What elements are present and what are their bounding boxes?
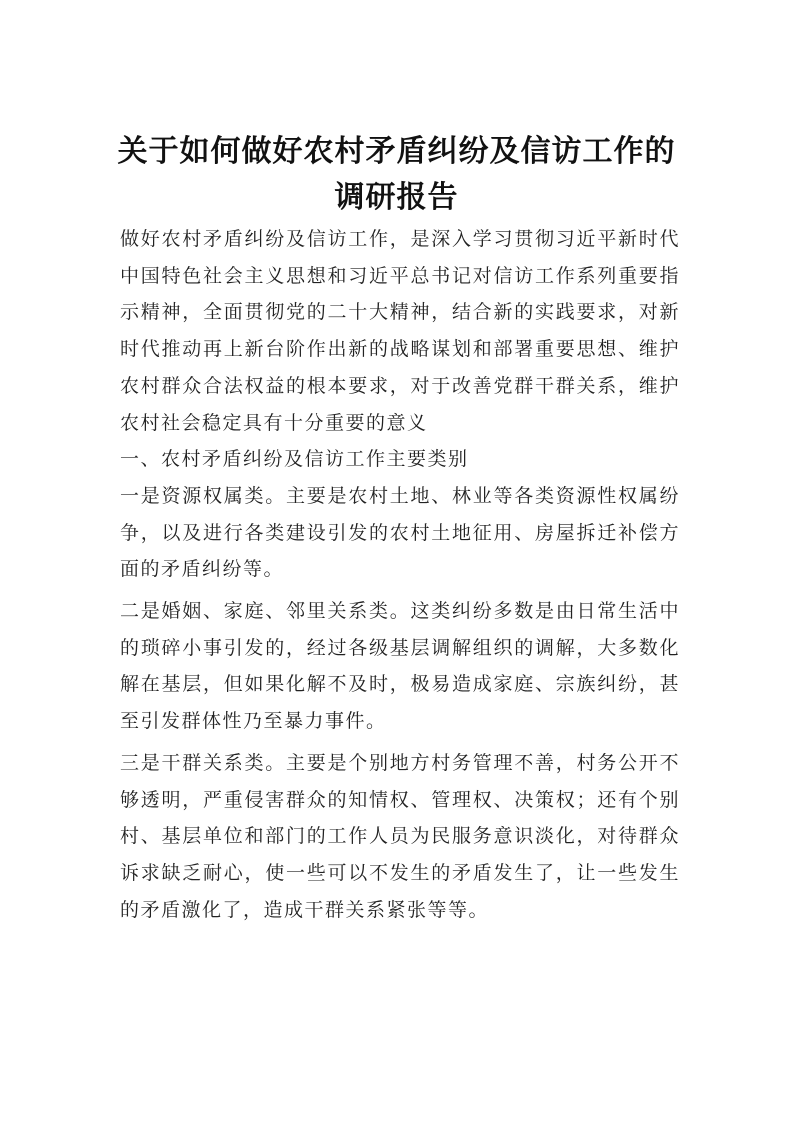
document-title-line-2: 调研报告 <box>334 180 459 215</box>
section-heading-1: 一、农村矛盾纠纷及信访工作主要类别 <box>120 448 469 471</box>
paragraph-marriage-family: 二是婚姻、家庭、邻里关系类。这类纠纷多数是由日常生活中的琐碎小事引发的，经过各级基层调解组织的调解，大多数化解在基层，但如果化解不及时，极易造成家庭、宗族纠纷，甚至引发群体性乃至暴力事件。 <box>120 600 680 733</box>
document-body <box>120 221 680 928</box>
document-title-line-1: 关于如何做好农村矛盾纠纷及信访工作的 <box>117 134 676 169</box>
paragraph-cadre-mass-relations: 三是干群关系类。主要是个别地方村务管理不善，村务公开不够透明，严重侵害群众的知情权、管理权、决策权；还有个别村、基层单位和部门的工作人员为民服务意识淡化，对待群众诉求缺乏耐心，使一些可以不发生的矛盾发生了，让一些发生的矛盾激化了，造成干群关系紧张等等。 <box>120 751 680 921</box>
paragraph-intro: 做好农村矛盾纠纷及信访工作，是深入学习贯彻习近平新时代中国特色社会主义思想和习近平总书记对信访工作系列重要指示精神，全面贯彻党的二十大精神，结合新的实践要求，对新时代推动再上新台阶作出新的战略谋划和部署重要思想、维护农村群众合法权益的根本要求，对于改善党群干群关系，维护农村社会稳定具有十分重要的意义 <box>120 228 680 434</box>
paragraph-resource-ownership: 一是资源权属类。主要是农村土地、林业等各类资源性权属纷争，以及进行各类建设引发的农村土地征用、房屋拆迁补偿方面的矛盾纠纷等。 <box>120 484 680 581</box>
